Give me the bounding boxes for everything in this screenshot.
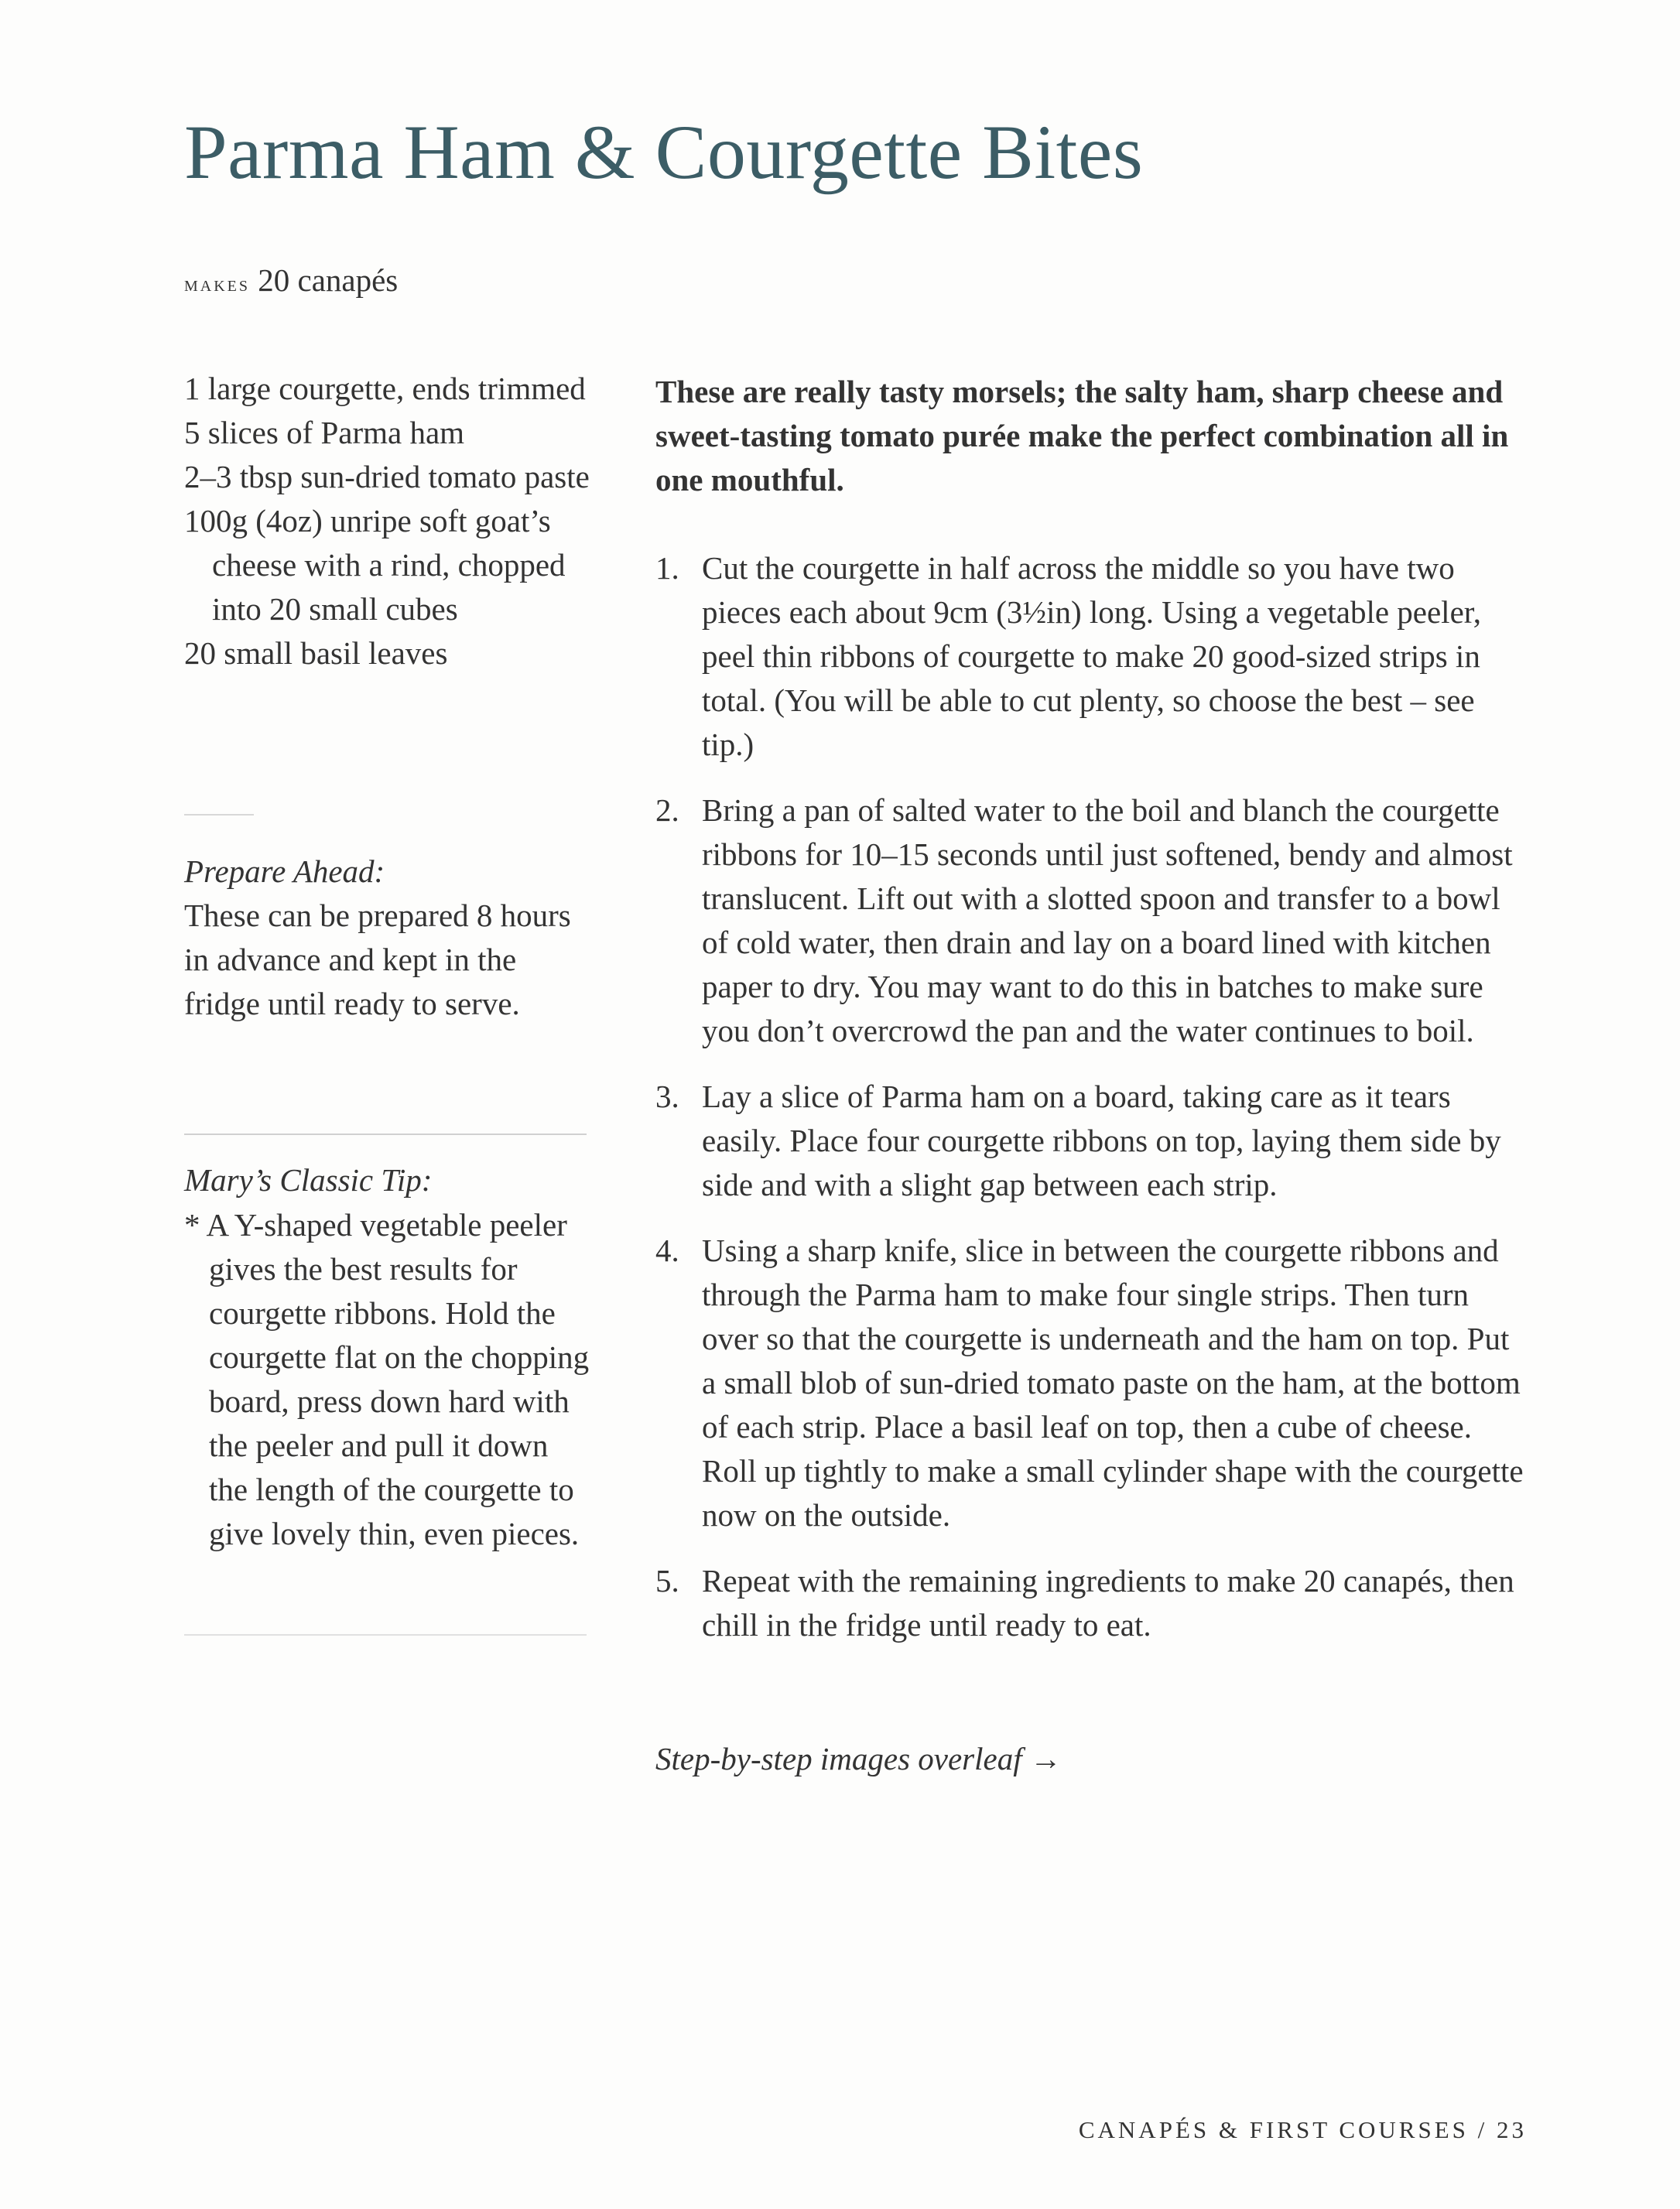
step-text: Cut the courgette in half across the middle so you have two pieces each about 9cm (3½in) long. Using a vegetable peeler, peel thin ribbons of courgette to make 20 good-sized strips in total. (You will be able to cut plenty, so choose the best – see tip.)	[702, 550, 1482, 762]
ingredient-item: 100g (4oz) unripe soft goat’s cheese with a rind, chopped into 20 small cubes	[184, 503, 566, 627]
prepare-ahead-heading: Prepare Ahead:	[184, 853, 385, 889]
step-text: Using a sharp knife, slice in between the courgette ribbons and through the Parma ham to make four single strips. Then turn over so that the courgette is underneath and the ham on top. Put a small blob of sun-dried tomato paste on the ham, at the bottom of each strip. Place a basil leaf on top, then a cube of cheese. Roll up tightly to make a small cylinder shape with the courgette now on the outside.	[702, 1233, 1524, 1533]
step-text: Repeat with the remaining ingredients to make 20 canapés, then chill in the fridge until ready to eat.	[702, 1563, 1514, 1643]
yield	[184, 262, 398, 299]
tip-heading: Mary’s Classic Tip:	[184, 1162, 433, 1198]
yield-label: makes	[184, 272, 251, 296]
divider	[184, 1134, 587, 1135]
step-text: Bring a pan of salted water to the boil and blanch the courgette ribbons for 10–15 seconds until just softened, bendy and almost translucent. Lift out with a slotted spoon and transfer to a bowl of cold water, then drain and lay on a board lined with kitchen paper to dry. You may want to do this in batches to make sure you don’t overcrowd the pan and the water continues to boil.	[702, 792, 1513, 1048]
method-steps	[655, 546, 1530, 1669]
step-number: 2.	[655, 792, 679, 828]
step-text: Lay a slice of Parma ham on a board, taking care as it tears easily. Place four courgette ribbons on top, laying them side by side and with a slight gap between each strip.	[702, 1079, 1501, 1202]
method-step	[655, 546, 1530, 767]
ingredient-list	[184, 367, 602, 675]
ingredient-item: 1 large courgette, ends trimmed	[184, 371, 586, 406]
step-number: 1.	[655, 550, 679, 586]
ingredient-item: 5 slices of Parma ham	[184, 415, 465, 450]
ingredient-item: 2–3 tbsp sun-dried tomato paste	[184, 459, 590, 494]
step-number: 4.	[655, 1233, 679, 1268]
recipe-intro: These are really tasty morsels; the salty ham, sharp cheese and sweet-tasting tomato purée make the perfect combination all in one mouthful.	[655, 374, 1509, 498]
ingredient-item: 20 small basil leaves	[184, 635, 448, 671]
divider	[184, 1634, 587, 1636]
divider	[184, 814, 254, 816]
method-step	[655, 1075, 1530, 1207]
page-footer: CANAPÉS & FIRST COURSES / 23	[1078, 2116, 1527, 2143]
tip-text: * A Y-shaped vegetable peeler gives the best results for courgette ribbons. Hold the courgette flat on the chopping board, press down hard with the peeler and pull it down the length of the courgette to give lovely thin, even pieces.	[184, 1207, 590, 1551]
recipe-title: Parma Ham & Courgette Bites	[184, 109, 1144, 195]
yield-value: 20 canapés	[258, 262, 399, 298]
overleaf-link: Step-by-step images overleaf →	[655, 1741, 1062, 1776]
method-step	[655, 1229, 1530, 1537]
step-number: 3.	[655, 1079, 679, 1114]
method-step	[655, 1559, 1530, 1647]
step-number: 5.	[655, 1563, 679, 1599]
method-step	[655, 788, 1530, 1053]
prepare-ahead-text: These can be prepared 8 hours in advance and kept in the fridge until ready to serve.	[184, 898, 571, 1021]
